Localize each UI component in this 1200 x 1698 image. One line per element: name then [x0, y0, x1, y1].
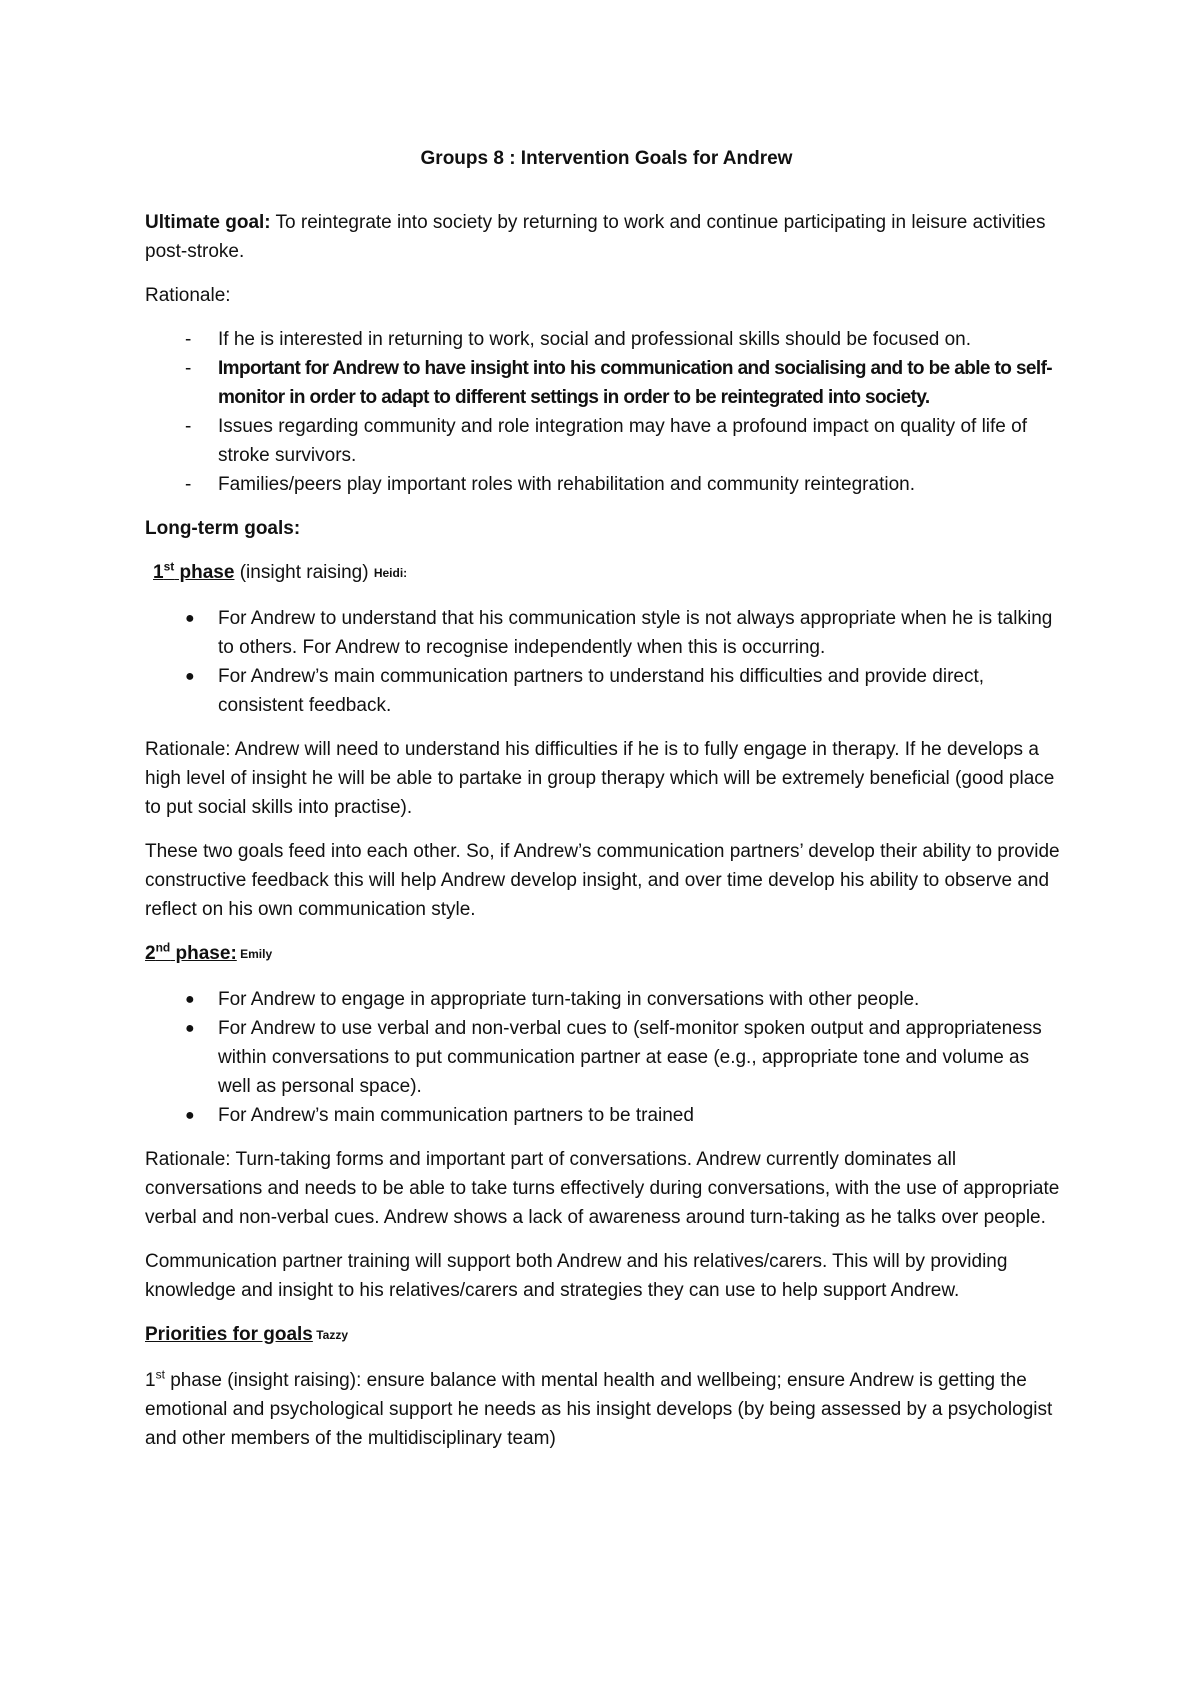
document-title: Groups 8 : Intervention Goals for Andrew — [420, 148, 793, 169]
priorities-person: Tazzy — [312, 1328, 348, 1342]
ultimate-goal-label: Ultimate goal: — [145, 212, 271, 233]
phase2-rationale: Rationale: Turn-taking forms and important part of conversations. Andrew currently dominates all conversations and needs to be able to take turns effectively during conversations, with the use of appropriate verbal and non-verbal cues. Andrew shows a lack of awareness around turn-taking as he talks over people. — [145, 1149, 1060, 1228]
priorities-sup: st — [155, 1367, 165, 1382]
rationale-item-text: Important for Andrew to have insight into his communication and socialising and to be able to self-monitor in order to adapt to different settings in order to be reintegrated into society. — [218, 358, 1053, 408]
phase1-person: Heidi: — [373, 566, 408, 580]
ultimate-goal-paragraph — [145, 208, 1060, 266]
bullet-mark: ● — [185, 610, 195, 627]
phase2-bullet-list — [145, 985, 1060, 1130]
phase2-word: phase: — [170, 943, 237, 964]
bullet-mark: ● — [185, 668, 195, 685]
phase1-rationale: Rationale: Andrew will need to understand his difficulties if he is to fully engage in therapy. If he develops a high level of insight he will be able to partake in group therapy which will be extremely beneficial (good place to put social skills into practise). — [145, 739, 1055, 818]
phase1-bullet-list — [145, 604, 1060, 720]
phase1-bullet-item — [145, 662, 1060, 720]
priorities-heading — [145, 1320, 1060, 1351]
phase2-heading — [145, 939, 1060, 970]
phase2-bullet-item — [145, 1014, 1060, 1101]
phase1-heading — [145, 558, 1060, 589]
dash-mark: - — [185, 329, 192, 350]
phase1-bullet-item — [145, 604, 1060, 662]
bullet-mark: ● — [185, 991, 195, 1008]
phase2-bullet-text: For Andrew to engage in appropriate turn-taking in conversations with other people. — [218, 989, 920, 1010]
phase1-bullet-text: For Andrew to understand that his communication style is not always appropriate when he is talking to others. For Andrew to recognise independently when this is occurring. — [218, 608, 1053, 658]
phase1-word: phase — [174, 562, 235, 583]
dash-mark: - — [185, 358, 192, 379]
rationale-item-text: Issues regarding community and role integration may have a profound impact on quality of life of stroke survivors. — [218, 416, 1028, 466]
phase1-num: 1 — [153, 562, 164, 583]
rationale-item — [145, 354, 1060, 412]
phase2-person: Emily — [236, 947, 273, 961]
phase2-sup: nd — [155, 940, 171, 955]
rationale-item-text: Families/peers play important roles with rehabilitation and community reintegration. — [218, 474, 915, 495]
phase1-title — [153, 559, 235, 583]
priorities-text: phase (insight raising): ensure balance with mental health and wellbeing; ensure Andrew is getting the emotional and psychological support he needs as his insight develops (by being assessed by a psychologist and other members of the multidisciplinary team) — [145, 1370, 1053, 1449]
phase2-title — [145, 940, 237, 964]
rationale-item-text: If he is interested in returning to work, social and professional skills should be focused on. — [218, 329, 972, 350]
phase2-bullet-item — [145, 1101, 1060, 1130]
phase1-sup: st — [163, 559, 175, 574]
bullet-mark: ● — [185, 1020, 195, 1037]
priorities-paragraph — [145, 1366, 1060, 1453]
priorities-num: 1 — [145, 1370, 156, 1391]
phase2-bullet-item — [145, 985, 1060, 1014]
rationale-list — [145, 325, 1060, 499]
phase1-paren: (insight raising) — [234, 562, 374, 583]
dash-mark: - — [185, 416, 192, 437]
phase2-paragraph: Communication partner training will support both Andrew and his relatives/carers. This will by providing knowledge and insight to his relatives/carers and strategies they can use to help support Andrew. — [145, 1251, 1008, 1301]
ultimate-goal-text: To reintegrate into society by returning to work and continue participating in leisure activities post-stroke. — [145, 212, 1046, 262]
dash-mark: - — [185, 474, 192, 495]
phase2-num: 2 — [145, 943, 156, 964]
rationale-item — [145, 412, 1060, 470]
bullet-mark: ● — [185, 1107, 195, 1124]
phase2-bullet-text: For Andrew’s main communication partners to be trained — [218, 1105, 694, 1126]
rationale-item — [145, 470, 1060, 499]
long-term-goals-heading: Long-term goals: — [145, 518, 301, 539]
phase2-bullet-text: For Andrew to use verbal and non-verbal cues to (self-monitor spoken output and appropriateness within conversations to put communication partner at ease (e.g., appropriate tone and volume as well as personal space). — [218, 1018, 1042, 1097]
phase1-paragraph: These two goals feed into each other. So, if Andrew’s communication partners’ develop their ability to provide constructive feedback this will help Andrew develop insight, and over time develop his ability to observe and reflect on his own communication style. — [145, 841, 1060, 920]
rationale-label: Rationale: — [145, 285, 231, 306]
phase1-bullet-text: For Andrew’s main communication partners to understand his difficulties and provide direct, consistent feedback. — [218, 666, 985, 716]
priorities-title: Priorities for goals — [145, 1324, 313, 1345]
rationale-item — [145, 325, 1060, 354]
